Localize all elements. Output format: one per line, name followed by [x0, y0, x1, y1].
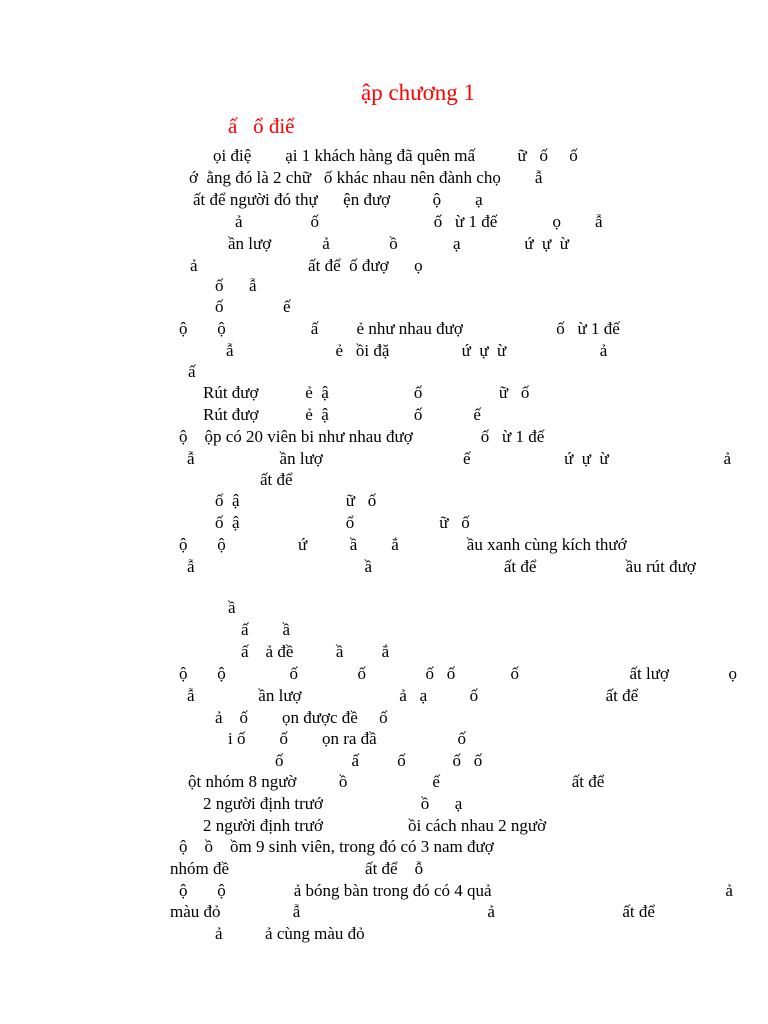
text-line: ố ậ ữ ố — [215, 491, 377, 510]
text-line: ả ố ọn được đề ố — [215, 708, 388, 727]
text-line: ộ ộ ố ố ố ố ố ất lượ ọ — [179, 664, 737, 683]
text-line: ấ — [188, 362, 196, 381]
text-line: ố ẫ — [215, 276, 257, 295]
text-line: ần lượ ả ồ ạ ứ ự ừ — [228, 234, 569, 253]
text-line: ộ ộ ấ ẻ như nhau đượ ố ừ 1 đế — [179, 319, 620, 338]
text-line: ố ậ ổ ữ ố — [215, 513, 470, 532]
text-line: i ố ố ọn ra đầ ố — [228, 729, 466, 748]
text-line: ất để — [260, 470, 293, 489]
text-line: ất để người đó thự ện đượ ộ ạ — [193, 190, 483, 209]
text-line: ộ ồ ồm 9 sinh viên, trong đó có 3 nam đượ — [179, 837, 494, 856]
text-line: màu đỏ ẫ ả ất để — [170, 902, 655, 921]
text-line: ọi điệ ại 1 khách hàng đã quên mấ ữ ố ố — [213, 146, 578, 165]
text-line: ẫ ần lượ ả ạ ố ất để — [187, 686, 639, 705]
text-line: ột nhóm 8 ngườ ồ ế ất để — [188, 772, 605, 791]
text-line: 2 người định trướ ồ ạ — [203, 794, 463, 813]
section-heading: ấ ổ điể — [228, 114, 295, 138]
text-line: ố ế — [215, 297, 291, 316]
text-line: ấ ả đề ầ ắ — [241, 642, 390, 661]
text-line: Rút đượ ẻ ậ ố ế — [203, 405, 481, 424]
text-line: ả ất để ố đượ ọ — [190, 256, 423, 275]
text-line: ẫ ầ ất để ầu rút đượ — [187, 557, 696, 576]
text-line: Rút đượ ẻ ậ ố ữ ố — [203, 383, 530, 402]
text-line: ả ả cùng màu đỏ — [215, 924, 365, 943]
text-line: ộ ộp có 20 viên bi như nhau đượ ố ừ 1 đế — [179, 427, 545, 446]
text-line: ố ấ ố ố ố — [275, 751, 483, 770]
text-line: ả ố ố ừ 1 đế ọ ẫ — [235, 212, 603, 231]
text-line: ấ ầ — [241, 620, 291, 639]
text-line: ộ ộ ả bóng bàn trong đó có 4 quả ả — [179, 881, 733, 900]
text-line: ẫ ần lượ ế ứ ự ừ ả — [187, 449, 731, 468]
text-line: ộ ộ ứ ầ ắ ầu xanh cùng kích thướ — [179, 535, 627, 554]
text-line: ẫ ẻ ồi đặ ứ ự ừ ả — [226, 341, 608, 360]
text-line: 2 người định trướ ồi cách nhau 2 ngườ — [203, 816, 547, 835]
page-title: ập chương 1 — [361, 80, 476, 105]
text-line: ớ ằng đó là 2 chữ ố khác nhau nên đành chọ ẫ — [189, 168, 543, 187]
text-line: nhóm đề ất để ỗ — [170, 859, 424, 878]
text-line: ầ — [228, 598, 236, 617]
